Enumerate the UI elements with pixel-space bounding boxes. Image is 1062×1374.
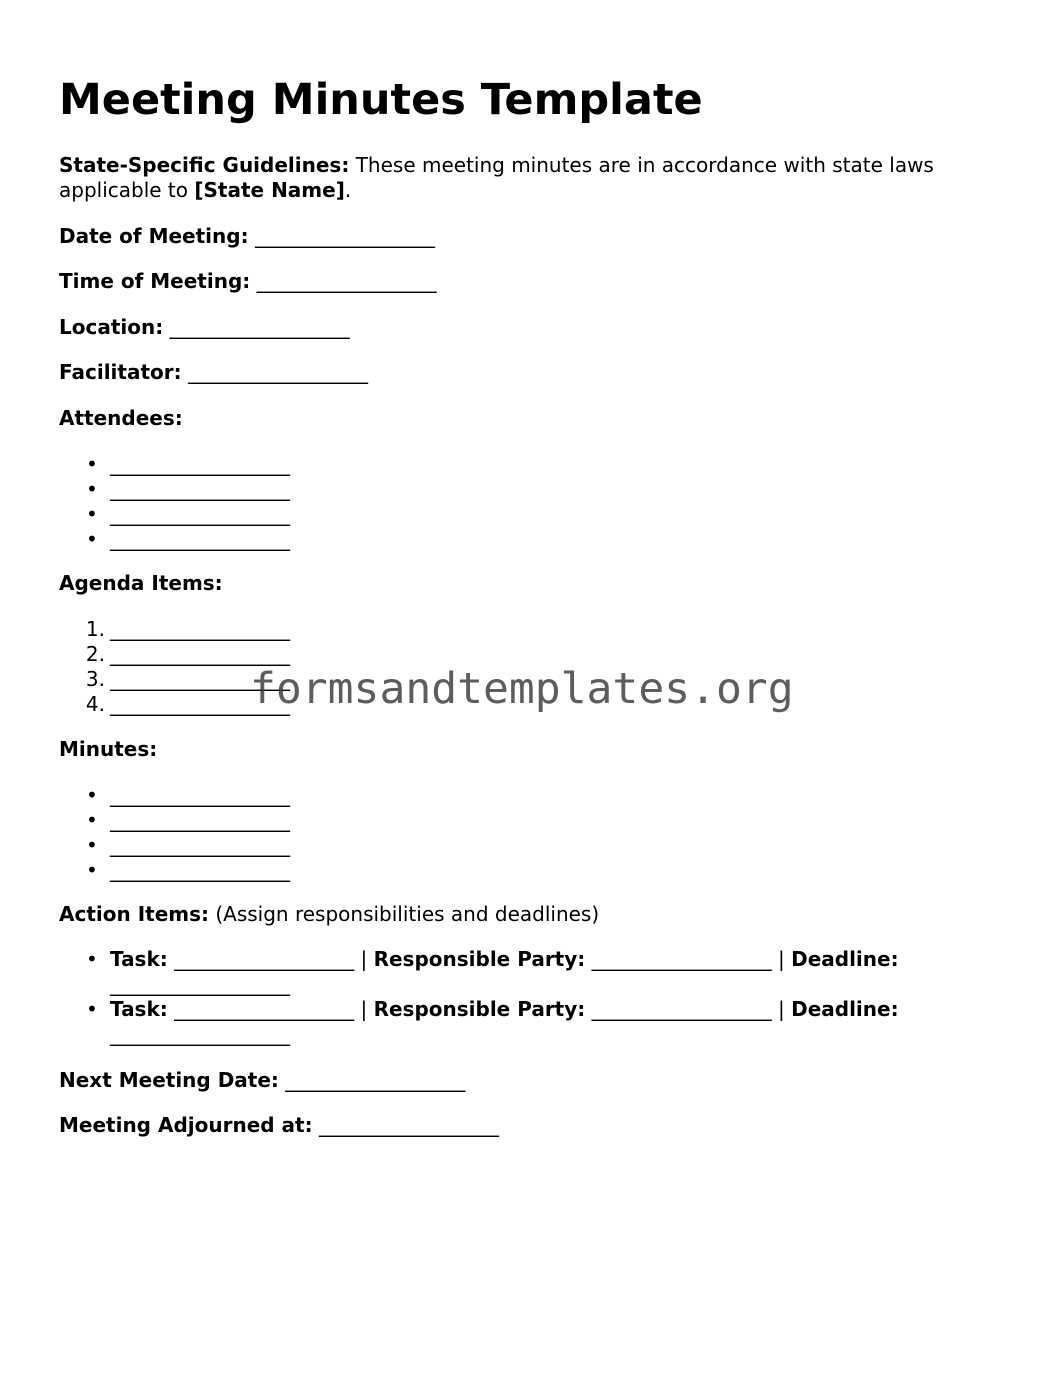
deadline-line	[110, 1022, 989, 1047]
attendee-blank: __________________	[110, 477, 290, 501]
list-item	[59, 617, 290, 642]
deadline-label: Deadline:	[791, 997, 899, 1021]
location-label: Location:	[59, 315, 164, 339]
facilitator-field	[59, 360, 368, 385]
attendee-blank: __________________	[110, 527, 290, 551]
bullet-icon: •	[86, 833, 98, 857]
next-meeting-date-field	[59, 1068, 465, 1093]
agenda-blank: __________________	[110, 642, 290, 666]
bullet-icon: •	[86, 477, 98, 501]
minutes-blank: __________________	[110, 783, 290, 807]
location-field	[59, 315, 350, 340]
list-item	[59, 502, 290, 527]
action-item-line	[110, 997, 989, 1022]
guidelines-label: State-Specific Guidelines:	[59, 153, 350, 177]
list-item	[59, 783, 290, 808]
action-items-list	[59, 947, 989, 1047]
minutes-blank: __________________	[110, 833, 290, 857]
list-item	[59, 858, 290, 883]
task-label: Task:	[110, 997, 168, 1021]
attendees-list	[59, 452, 290, 552]
minutes-heading: Minutes:	[59, 737, 158, 761]
action-items-heading-row	[59, 902, 599, 927]
bullet-icon: •	[86, 947, 98, 971]
state-name-placeholder: [State Name]	[194, 178, 345, 202]
agenda-number: 4.	[85, 692, 105, 716]
responsible-party-label: Responsible Party:	[373, 997, 586, 1021]
task-label: Task:	[110, 947, 168, 971]
time-of-meeting-field	[59, 269, 437, 294]
date-of-meeting-blank: __________________	[248, 224, 435, 248]
facilitator-blank: __________________	[181, 360, 368, 384]
meeting-adjourned-field	[59, 1113, 499, 1138]
meeting-adjourned-label: Meeting Adjourned at:	[59, 1113, 313, 1137]
page-title: Meeting Minutes Template	[59, 75, 703, 125]
responsible-party-blank: __________________ |	[585, 997, 792, 1021]
bullet-icon: •	[86, 502, 98, 526]
action-items-heading: Action Items:	[59, 902, 209, 926]
action-items-note: (Assign responsibilities and deadlines)	[209, 902, 600, 926]
attendee-blank: __________________	[110, 452, 290, 476]
meeting-adjourned-blank: __________________	[312, 1113, 499, 1137]
bullet-icon: •	[86, 808, 98, 832]
watermark: formsandtemplates.org	[250, 664, 794, 714]
responsible-party-blank: __________________ |	[585, 947, 792, 971]
agenda-heading: Agenda Items:	[59, 571, 223, 595]
deadline-blank: __________________	[110, 1022, 290, 1046]
list-item	[59, 947, 989, 997]
bullet-icon: •	[86, 783, 98, 807]
deadline-label: Deadline:	[791, 947, 899, 971]
facilitator-label: Facilitator:	[59, 360, 182, 384]
list-item	[59, 833, 290, 858]
action-item-line	[110, 947, 989, 972]
attendees-heading: Attendees:	[59, 406, 183, 430]
minutes-blank: __________________	[110, 808, 290, 832]
bullet-icon: •	[86, 527, 98, 551]
date-of-meeting-field	[59, 224, 435, 249]
agenda-blank: __________________	[110, 617, 290, 641]
attendee-blank: __________________	[110, 502, 290, 526]
next-meeting-date-label: Next Meeting Date:	[59, 1068, 279, 1092]
list-item	[59, 997, 989, 1047]
deadline-blank: __________________	[110, 972, 290, 996]
agenda-number: 3.	[85, 667, 105, 691]
time-of-meeting-blank: __________________	[250, 269, 437, 293]
date-of-meeting-label: Date of Meeting:	[59, 224, 249, 248]
task-blank: __________________ |	[167, 947, 374, 971]
list-item	[59, 808, 290, 833]
agenda-blank: __________________	[110, 667, 290, 691]
agenda-number: 2.	[85, 642, 105, 666]
bullet-icon: •	[86, 452, 98, 476]
deadline-line	[110, 972, 989, 997]
guidelines-text-line1: These meeting minutes are in accordance with state laws	[349, 153, 934, 177]
task-blank: __________________ |	[167, 997, 374, 1021]
guidelines-paragraph	[59, 153, 934, 203]
list-item	[59, 452, 290, 477]
list-item	[59, 477, 290, 502]
agenda-blank: __________________	[110, 692, 290, 716]
time-of-meeting-label: Time of Meeting:	[59, 269, 251, 293]
minutes-list	[59, 783, 290, 883]
guidelines-end: .	[344, 178, 352, 202]
location-blank: __________________	[163, 315, 350, 339]
next-meeting-date-blank: __________________	[278, 1068, 466, 1092]
agenda-number: 1.	[85, 617, 105, 641]
minutes-blank: __________________	[110, 858, 290, 882]
bullet-icon: •	[86, 858, 98, 882]
responsible-party-label: Responsible Party:	[373, 947, 586, 971]
list-item	[59, 527, 290, 552]
guidelines-text-line2: applicable to	[59, 178, 195, 202]
bullet-icon: •	[86, 997, 98, 1021]
